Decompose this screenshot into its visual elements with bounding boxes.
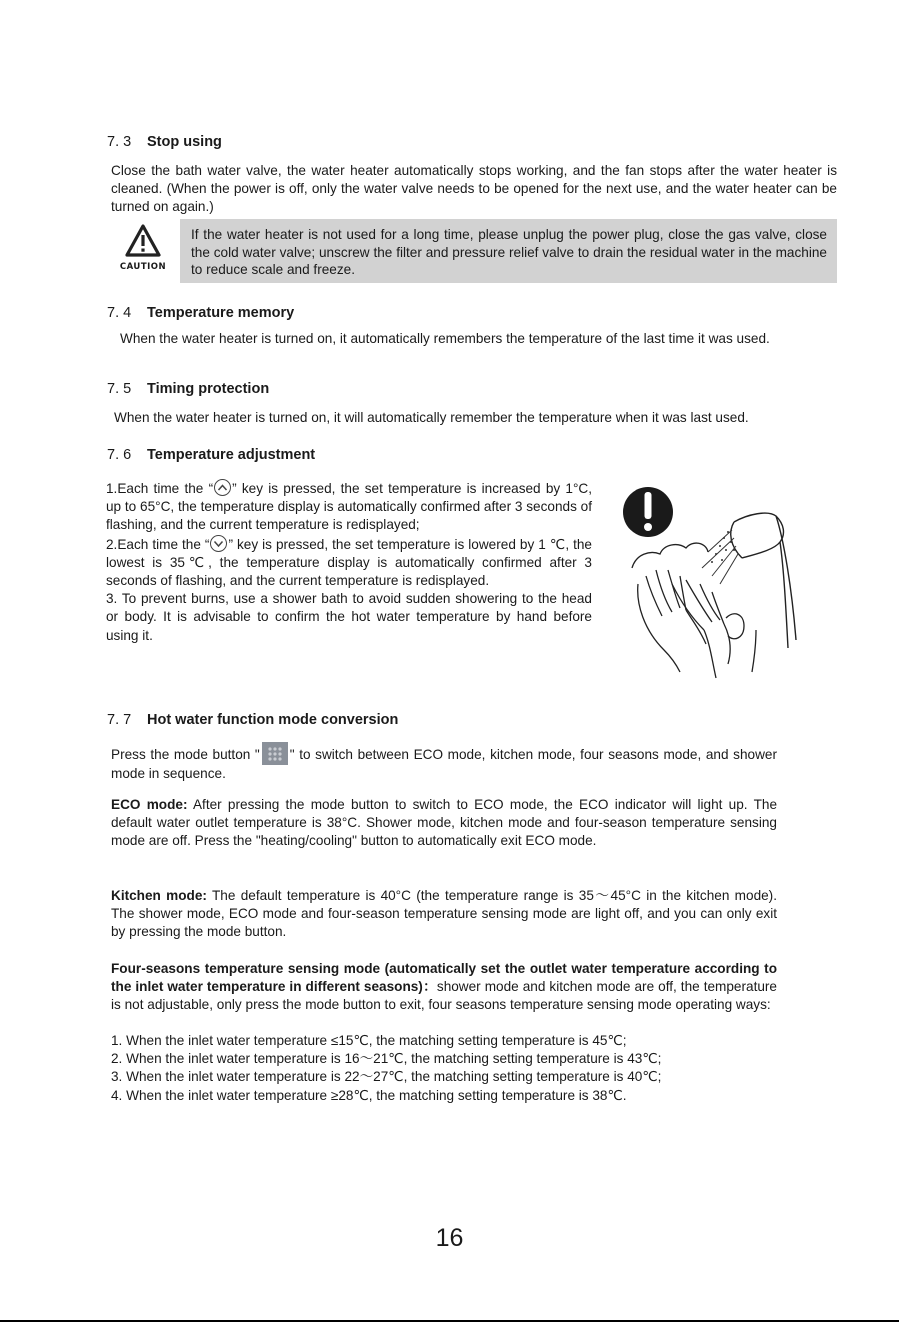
eco-mode-body: After pressing the mode button to switch to ECO mode, the ECO indicator will light up. The default water outlet temperature is 38°C. Shower mode, kitchen mode and four-season temperature sensing mode are off. Press the "heating/cooling" button to automatically exit ECO mode. xyxy=(111,797,777,849)
list-item: 1. When the inlet water temperature ≤15℃, the matching setting temperature is 45℃; xyxy=(111,1033,627,1048)
heading-7-6 xyxy=(107,447,315,463)
down-key-icon xyxy=(210,535,227,552)
section-title: Temperature adjustment xyxy=(147,447,316,463)
four-seasons-paragraph xyxy=(111,960,777,1015)
intro-prefix: Press the mode button " xyxy=(111,747,260,762)
stop-using-body: Close the bath water valve, the water heater automatically stops working, and the fan stops after the water heater is cleaned. (When the power is off, only the water valve needs to be opened for the next use, and the water heater can be turned on again.) xyxy=(111,163,837,215)
heading-7-7 xyxy=(107,712,398,728)
timing-protection-body: When the water heater is turned on, it will automatically remember the temperature when it was last used. xyxy=(114,410,749,425)
list-item: 2. When the inlet water temperature is 16～21℃, the matching setting temperature is 43℃; xyxy=(111,1051,662,1067)
temperature-adjustment-body xyxy=(106,479,592,645)
kitchen-mode-paragraph xyxy=(111,887,777,942)
adjust-item-1 xyxy=(106,479,592,535)
item-2-suffix: ” key is pressed, the set temperature is lowered by 1 ℃, the lowest is 35℃, the temperature display is automatically confirmed after 3 seconds of flashing, and the current temperature is redisplayed. xyxy=(106,536,592,589)
four-seasons-label: Four-seasons temperature sensing mode (automatically set the outlet water temperature according to the inlet water temperature in different seasons)： xyxy=(111,961,777,995)
section-title: Stop using xyxy=(147,134,222,150)
item-2-prefix: 2.Each time the “ xyxy=(106,536,210,552)
temperature-memory-body: When the water heater is turned on, it automatically remembers the temperature of the last time it was used. xyxy=(120,331,770,346)
heading-7-4 xyxy=(107,305,294,321)
heading-7-5 xyxy=(107,381,269,397)
kitchen-mode-body: The default temperature is 40°C (the temperature range is 35～45°C in the kitchen mode). The shower mode, ECO mode and four-season temperature sensing mode are light off, and you can only exit by pressing the mode button. xyxy=(111,888,777,940)
section-number: 7. 6 xyxy=(107,447,132,463)
eco-mode-label: ECO mode: xyxy=(111,797,188,812)
item-1-suffix: ” key is pressed, the set temperature is increased by 1°C, up to 65°C, the temperature display is automatically confirmed after 3 seconds of flashing, and the current temperature is redisplayed; xyxy=(106,481,593,533)
kitchen-mode-label: Kitchen mode: xyxy=(111,888,207,903)
section-title: Temperature memory xyxy=(147,305,295,321)
caution-label: CAUTION xyxy=(119,262,167,272)
section-title: Hot water function mode conversion xyxy=(147,712,399,728)
section-number: 7. 7 xyxy=(107,712,132,728)
caution-text: If the water heater is not used for a long time, please unplug the power plug, close the gas valve, close the cold water valve; unscrew the filter and pressure relief valve to drain the residual water in the machine to reduce scale and freeze. xyxy=(191,227,827,277)
four-seasons-body: shower mode and kitchen mode are off, the temperature is not adjustable, only press the mode button to exit, four seasons temperature sensing mode operating ways: xyxy=(111,979,777,1013)
mode-button-icon xyxy=(262,742,288,765)
section-number: 7. 3 xyxy=(107,134,132,150)
adjust-item-2 xyxy=(106,535,592,591)
section-number: 7. 5 xyxy=(107,381,132,397)
up-key-icon xyxy=(214,479,231,496)
bottom-rule xyxy=(0,1320,899,1322)
hand-test-shower-illustration xyxy=(616,480,802,686)
adjust-item-3: 3. To prevent burns, use a shower bath to avoid sudden showering to the head or body. It is advisable to confirm the hot water temperature by hand before using it. xyxy=(106,591,592,643)
four-seasons-list xyxy=(111,1032,777,1105)
section-title: Timing protection xyxy=(147,381,270,397)
list-item: 3. When the inlet water temperature is 22～27℃, the matching setting temperature is 40℃; xyxy=(111,1069,662,1085)
eco-mode-paragraph xyxy=(111,796,777,851)
intro-suffix: " to switch between ECO mode, kitchen mode, four seasons mode, and shower mode in sequence. xyxy=(111,747,777,781)
mode-conversion-intro xyxy=(111,742,777,783)
heading-7-3 xyxy=(107,134,222,150)
page-number: 16 xyxy=(435,1224,464,1252)
list-item: 4. When the inlet water temperature ≥28℃, the matching setting temperature is 38℃. xyxy=(111,1087,627,1103)
section-number: 7. 4 xyxy=(107,305,132,321)
item-1-prefix: 1.Each time the “ xyxy=(106,481,214,496)
